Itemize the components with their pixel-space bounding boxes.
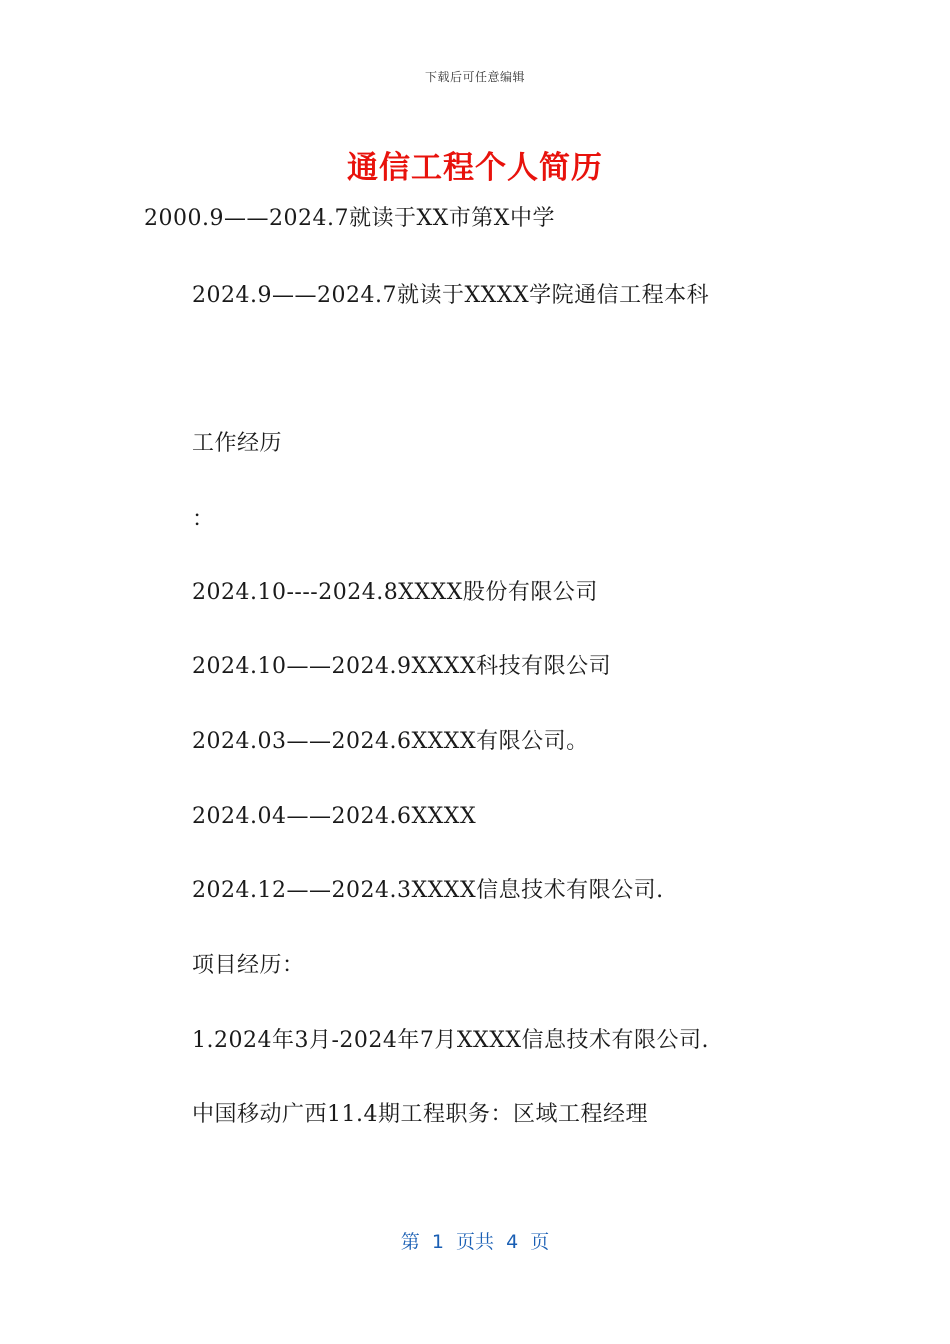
education-line-1: 2000.9——2024.7就读于XX市第X中学 [144,206,555,231]
project-entry-1-detail: 中国移动广西11.4期工程职务：区域工程经理 [192,1102,648,1127]
section-heading-projects: 项目经历： [192,953,305,978]
page-title: 通信工程个人简历 [347,150,603,186]
education-line-2: 2024.9——2024.7就读于XXXX学院通信工程本科 [192,283,710,308]
work-entry-4: 2024.04——2024.6XXXX [192,804,477,829]
work-entry-5: 2024.12——2024.3XXXX信息技术有限公司. [192,878,664,903]
project-entry-1: 1.2024年3月-2024年7月XXXX信息技术有限公司. [192,1028,710,1053]
work-entry-1: 2024.10----2024.8XXXX股份有限公司 [192,580,598,605]
section-heading-work: 工作经历 [192,431,283,456]
header-note: 下载后可任意编辑 [424,70,525,84]
work-entry-3: 2024.03——2024.6XXXX有限公司。 [192,729,589,754]
work-entry-2: 2024.10——2024.9XXXX科技有限公司 [192,654,612,679]
colon-line: ： [192,507,215,532]
page-number: 第 1 页共 4 页 [400,1231,550,1253]
